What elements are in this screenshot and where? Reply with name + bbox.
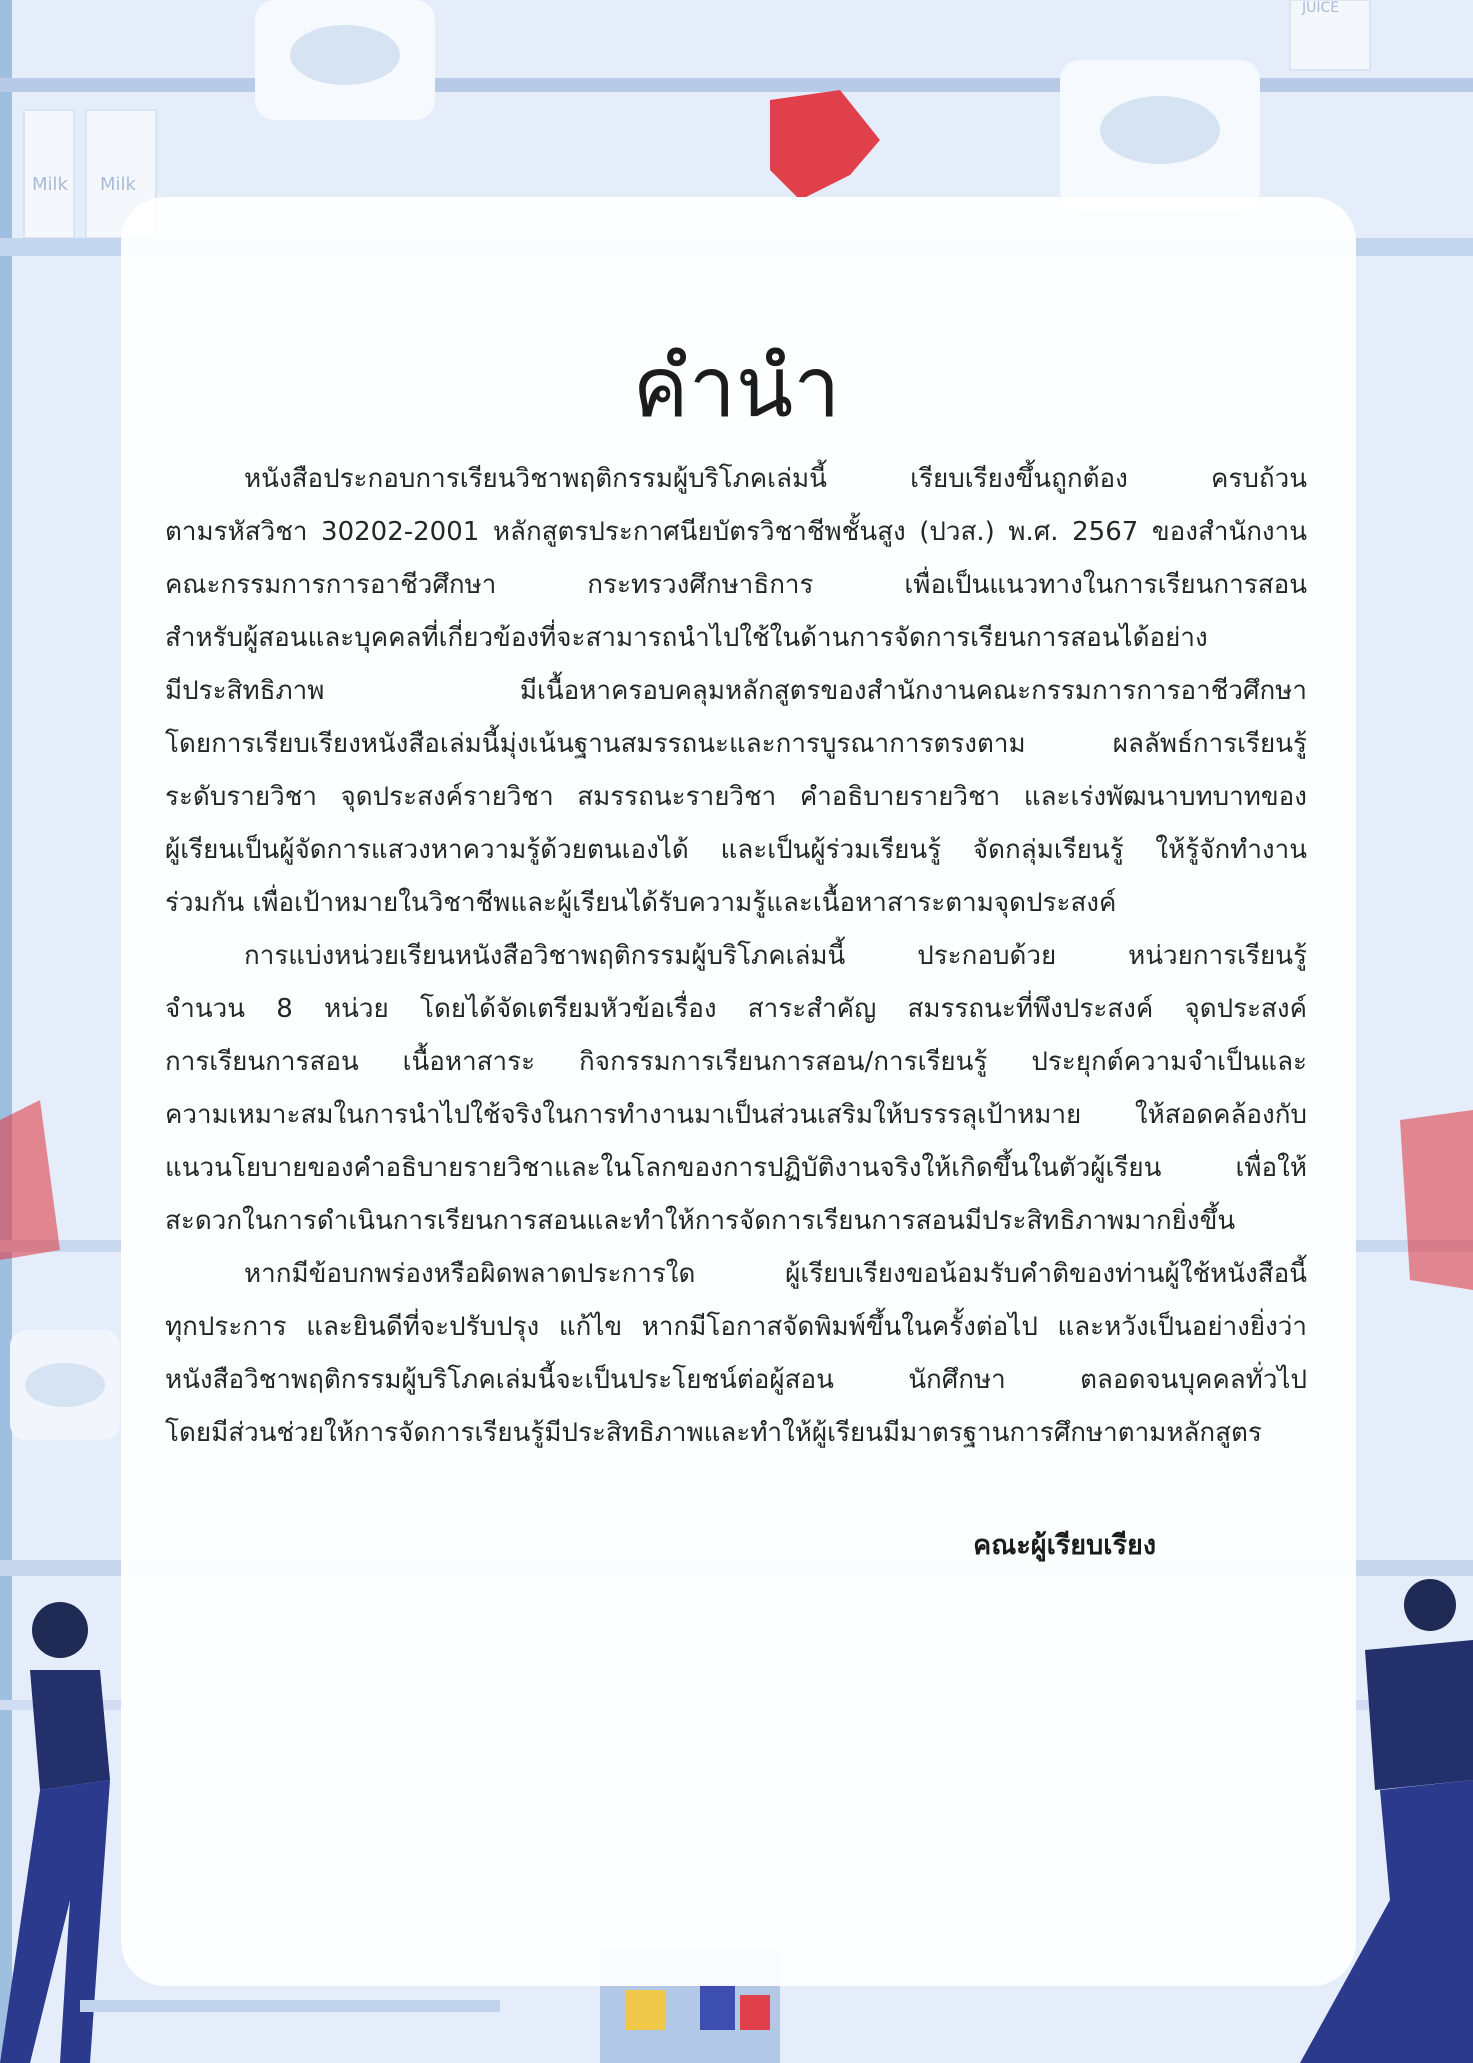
text-line: มีประสิทธิภาพ มีเนื้อหาครอบคลุมหลักสูตรของสำนักงานคณะกรรมการการอาชีวศึกษา — [165, 676, 1307, 706]
svg-text:Milk: Milk — [32, 174, 68, 195]
text-line: โดยมีส่วนช่วยให้การจัดการเรียนรู้มีประสิทธิภาพและทำให้ผู้เรียนมีมาตรฐานการศึกษาตามหลักสูตร — [165, 1418, 1262, 1448]
text-line: ความเหมาะสมในการนำไปใช้จริงในการทำงานมาเป็นส่วนเสริมให้บรรรลุเป้าหมาย ให้สอดคล้องกับ — [165, 1100, 1307, 1130]
paragraph-2 — [165, 930, 1307, 1248]
text-line: แนวนโยบายของคำอธิบายรายวิชาและในโลกของการปฏิบัติงานจริงให้เกิดขึ้นในตัวผู้เรียน เพื่อให้ — [165, 1153, 1307, 1183]
text-line: ตามรหัสวิชา 30202-2001 หลักสูตรประกาศนียบัตรวิชาชีพชั้นสูง (ปวส.) พ.ศ. 2567 ของสำนักงาน — [165, 517, 1307, 547]
text-line: การเรียนการสอน เนื้อหาสาระ กิจกรรมการเรียนการสอน/การเรียนรู้ ประยุกต์ความจำเป็นและ — [165, 1047, 1307, 1077]
text-line: ทุกประการ และยินดีที่จะปรับปรุง แก้ไข หากมีโอกาสจัดพิมพ์ขึ้นในครั้งต่อไป และหวังเป็นอย่างยิ่งว่า — [165, 1312, 1307, 1342]
page-title: คำนำ — [632, 338, 841, 437]
svg-text:JUICE: JUICE — [1302, 0, 1340, 16]
text-line: สำหรับผู้สอนและบุคคลที่เกี่ยวข้องที่จะสามารถนำไปใช้ในด้านการจัดการเรียนการสอนได้อย่าง — [165, 623, 1208, 653]
text-line: หนังสือวิชาพฤติกรรมผู้บริโภคเล่มนี้จะเป็นประโยชน์ต่อผู้สอน นักศึกษา ตลอดจนบุคคลทั่วไป — [165, 1365, 1307, 1395]
paragraph-3 — [165, 1248, 1307, 1460]
text-line: จำนวน 8 หน่วย โดยได้จัดเตรียมหัวข้อเรื่อง สาระสำคัญ สมรรถนะที่พึงประสงค์ จุดประสงค์ — [165, 994, 1307, 1024]
text-line: สะดวกในการดำเนินการเรียนการสอนและทำให้การจัดการเรียนการสอนมีประสิทธิภาพมากยิ่งขึ้น — [165, 1206, 1236, 1236]
preface-body — [165, 453, 1307, 1460]
text-line: ร่วมกัน เพื่อเป้าหมายในวิชาชีพและผู้เรียนได้รับความรู้และเนื้อหาสาระตามจุดประสงค์ — [165, 888, 1117, 918]
text-line: หากมีข้อบกพร่องหรือผิดพลาดประการใด ผู้เรียบเรียงขอน้อมรับคำติของท่านผู้ใช้หนังสือนี้ — [244, 1259, 1307, 1289]
text-line: การแบ่งหน่วยเรียนหนังสือวิชาพฤติกรรมผู้บริโภคเล่มนี้ ประกอบด้วย หน่วยการเรียนรู้ — [244, 941, 1307, 971]
text-line: ผู้เรียนเป็นผู้จัดการแสวงหาความรู้ด้วยตนเองได้ และเป็นผู้ร่วมเรียนรู้ จัดกลุ่มเรียนรู้ ให้รู้จักทำงาน — [165, 835, 1307, 865]
paragraph-1 — [165, 453, 1307, 930]
text-line: โดยการเรียบเรียงหนังสือเล่มนี้มุ่งเน้นฐานสมรรถนะและการบูรณาการตรงตาม ผลลัพธ์การเรียนรู้ — [165, 729, 1307, 759]
text-line: ระดับรายวิชา จุดประสงค์รายวิชา สมรรถนะรายวิชา คำอธิบายรายวิชา และเร่งพัฒนาบทบาทของ — [165, 782, 1307, 812]
author-signature: คณะผู้เรียบเรียง — [973, 1530, 1156, 1561]
juice-box-icon — [1290, 0, 1370, 70]
svg-text:Milk: Milk — [100, 174, 136, 195]
text-line: หนังสือประกอบการเรียนวิชาพฤติกรรมผู้บริโภคเล่มนี้ เรียบเรียงขึ้นถูกต้อง ครบถ้วน — [244, 464, 1307, 494]
text-line: คณะกรรมการการอาชีวศึกษา กระทรวงศึกษาธิการ เพื่อเป็นแนวทางในการเรียนการสอน — [165, 570, 1307, 600]
